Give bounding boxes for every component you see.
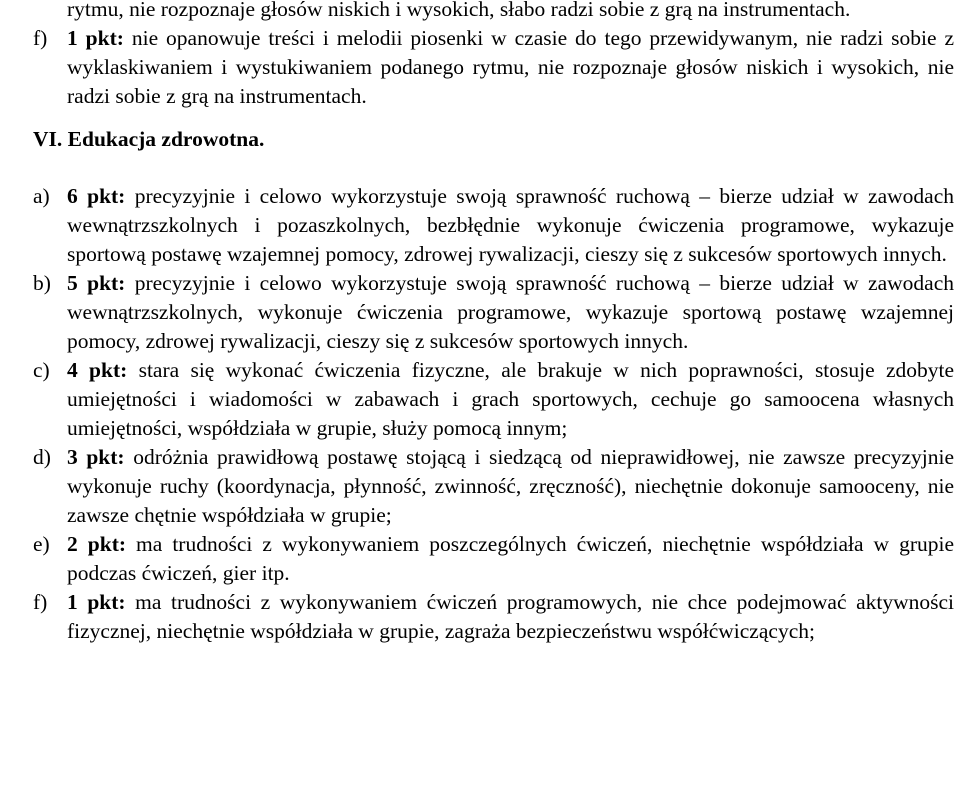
list-item-b	[0, 269, 960, 356]
list-marker: f)	[33, 590, 48, 614]
item-text: precyzyjnie i celowo wykorzystuje swoją sprawność ruchową – bierze udział w zawodach wewnątrzszkolnych i pozaszkolnych, bezbłędnie wykonuje ćwiczenia programowe, wykazuje sportową postawę wzajemnej pomocy, zdrowej rywalizacji, cieszy się z sukcesów sportowych innych.	[67, 184, 954, 266]
item-text: nie opanowuje treści i melodii piosenki w czasie do tego przewidywanym, nie radzi sobie z wyklaskiwaniem i wystukiwaniem podanego rytmu, nie rozpoznaje głosów niskich i wysokich, nie radzi sobie z grą na instrumentach.	[67, 26, 954, 108]
points-label: 1 pkt:	[67, 590, 126, 614]
list-marker: a)	[33, 184, 50, 208]
list-marker: c)	[33, 358, 50, 382]
item-text: precyzyjnie i celowo wykorzystuje swoją sprawność ruchową – bierze udział w zawodach wewnątrzszkolnych, wykonuje ćwiczenia programowe, wykazuje sportową postawę wzajemnej pomocy, zdrowej rywalizacji, cieszy się z sukcesów sportowych innych.	[67, 271, 954, 353]
item-text: odróżnia prawidłową postawę stojącą i siedzącą od nieprawidłowej, nie zawsze precyzyjnie wykonuje ruchy (koordynacja, płynność, zwinność, zręczność), niechętnie dokonuje samooceny, nie zawsze chętnie współdziała w grupie;	[67, 445, 955, 527]
list-marker: d)	[33, 445, 51, 469]
list-item-c	[0, 356, 960, 443]
points-label: 6 pkt:	[67, 184, 126, 208]
previous-item-continuation	[0, 0, 960, 24]
list-marker: f)	[33, 26, 48, 50]
points-label: 1 pkt:	[67, 26, 124, 50]
points-label: 5 pkt:	[67, 271, 126, 295]
points-label: 2 pkt:	[67, 532, 127, 556]
list-item-f	[0, 588, 960, 646]
item-text: ma trudności z wykonywaniem ćwiczeń programowych, nie chce podejmować aktywności fizycznej, niechętnie współdziała w grupie, zagraża bezpieczeństwu współćwiczących;	[67, 590, 954, 643]
item-text: ma trudności z wykonywaniem poszczególnych ćwiczeń, niechętnie współdziała w grupie podczas ćwiczeń, gier itp.	[67, 532, 955, 585]
section-heading: VI. Edukacja zdrowotna.	[33, 127, 265, 151]
list-item-a	[0, 182, 960, 269]
list-item-e	[0, 530, 960, 588]
list-marker: b)	[33, 271, 51, 295]
list-item-d	[0, 443, 960, 530]
list-marker: e)	[33, 532, 50, 556]
previous-list-item-f	[0, 24, 960, 111]
item-text: stara się wykonać ćwiczenia fizyczne, ale brakuje w nich poprawności, stosuje zdobyte umiejętności i wiadomości w zabawach i grach sportowych, cechuje go samoocena własnych umiejętności, współdziała w grupie, służy pomocą innym;	[67, 358, 955, 440]
points-label: 3 pkt:	[67, 445, 125, 469]
points-label: 4 pkt:	[67, 358, 128, 382]
continuation-text: rytmu, nie rozpoznaje głosów niskich i wysokich, słabo radzi sobie z grą na instrumentach.	[67, 0, 851, 21]
